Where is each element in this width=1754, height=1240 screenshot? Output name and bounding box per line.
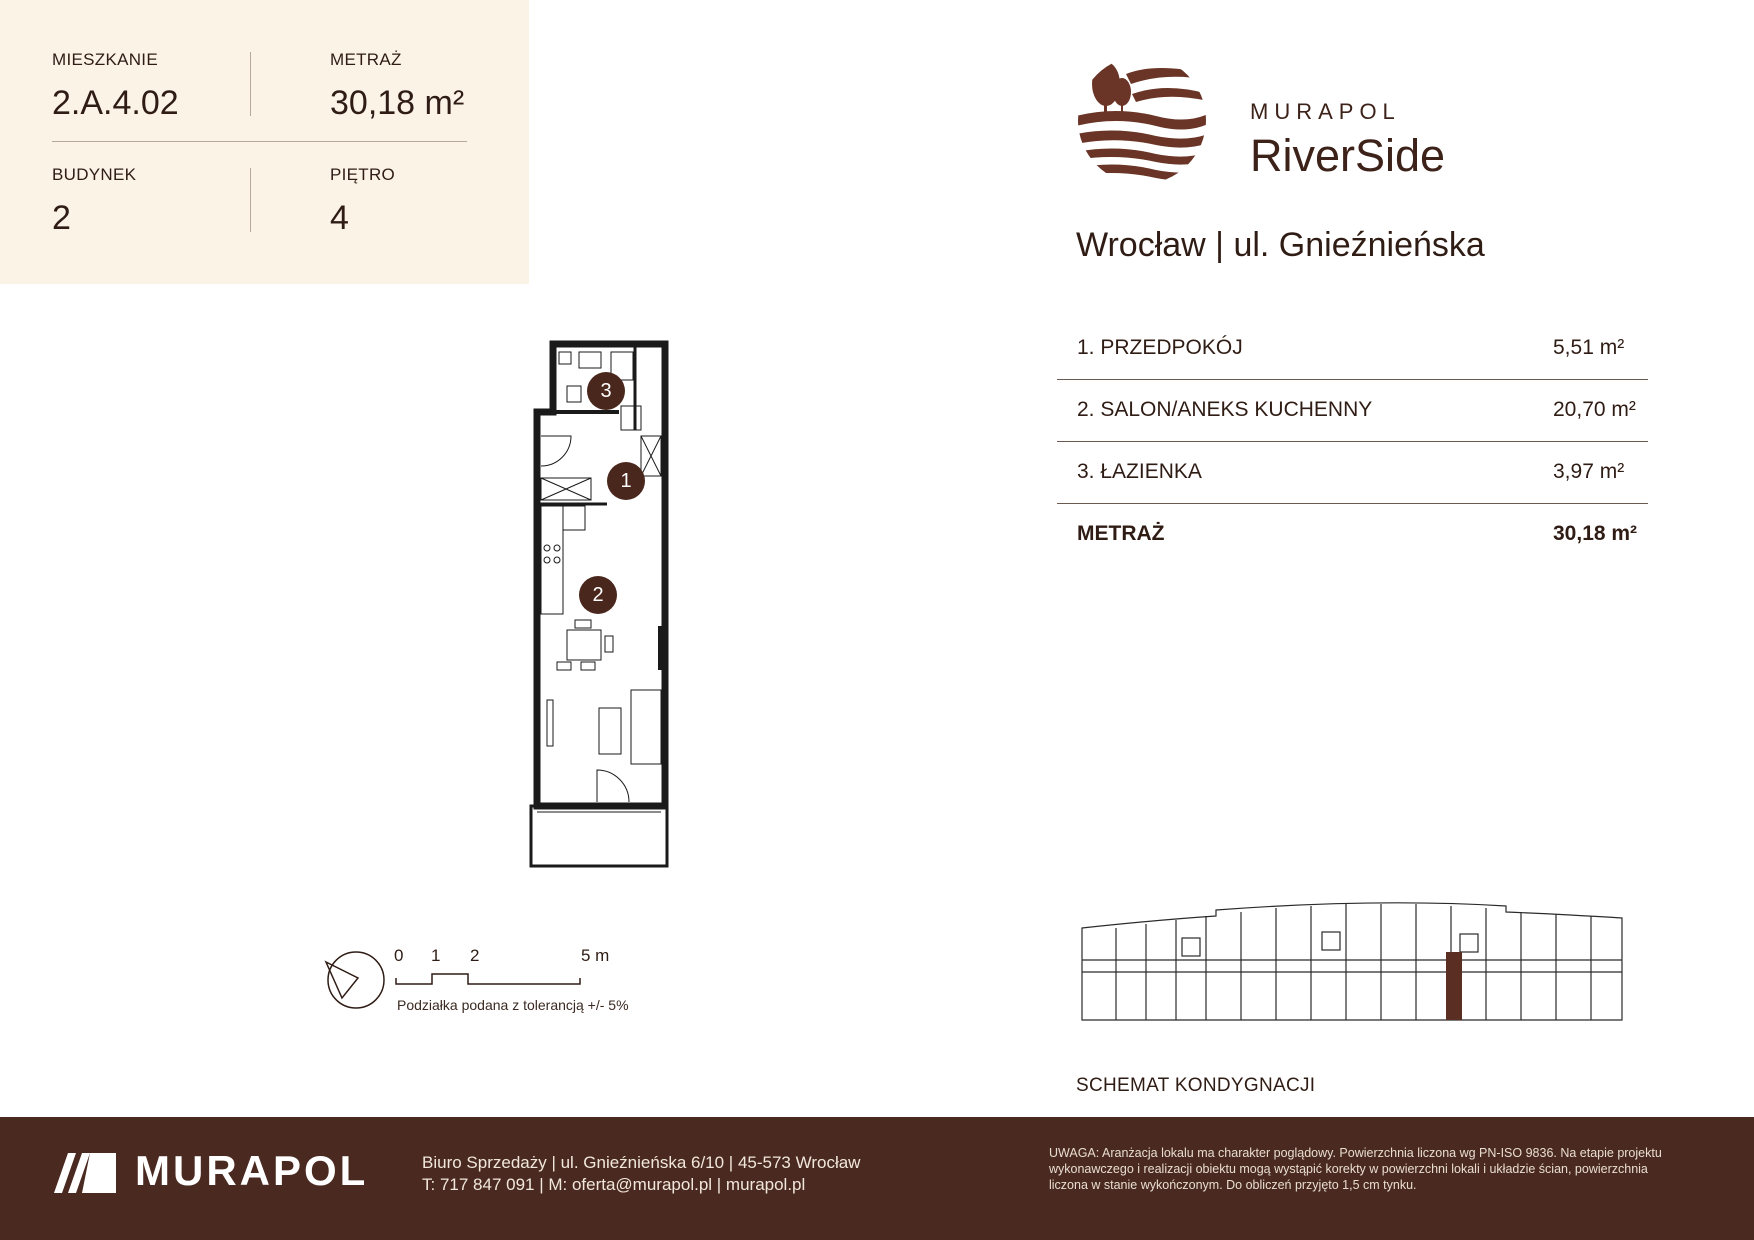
- room-name: 3. ŁAZIENKA: [1077, 460, 1202, 483]
- area-cell: [330, 50, 464, 123]
- floor-label: PIĘTRO: [330, 165, 396, 184]
- building-label: BUDYNEK: [52, 165, 137, 184]
- area-label: METRAŻ: [330, 50, 402, 69]
- footer-disclaimer: UWAGA: Aranżacja lokalu ma charakter poglądowy. Powierzchnia liczona wg PN-ISO 9836. Na etapie projektu wykonawczego i realizacji obiektu mogą wystąpić korekty w powierzchni lokali i układzie ścian, powierzchnia liczona w stanie wykończonym. Do obliczeń przyjęto 1,5 cm tynku.: [1049, 1146, 1662, 1192]
- scale-tick-0: 0: [394, 946, 404, 965]
- room-badge-1: 1: [607, 462, 645, 500]
- footer-logo-text: MURAPOL: [135, 1147, 369, 1194]
- scale-tick-1: 1: [431, 946, 441, 965]
- room-row: [1057, 318, 1648, 380]
- apartment-info-panel: [0, 0, 529, 284]
- total-label: METRAŻ: [1077, 522, 1165, 545]
- total-area: 30,18 m²: [1553, 522, 1638, 545]
- total-row: [1057, 504, 1648, 566]
- room-name: 2. SALON/ANEKS KUCHENNY: [1077, 398, 1373, 421]
- scale-note: Podziałka podana z tolerancją +/- 5%: [397, 997, 629, 1013]
- area-value: 30,18 m²: [330, 84, 465, 122]
- schema-label: SCHEMAT KONDYGNACJI: [1076, 1075, 1316, 1096]
- room-area: 20,70 m²: [1553, 398, 1636, 421]
- footer-contact: [422, 1152, 860, 1196]
- room-area: 3,97 m²: [1553, 460, 1625, 483]
- room-area: 5,51 m²: [1553, 336, 1625, 359]
- room-name: 1. PRZEDPOKÓJ: [1077, 336, 1243, 359]
- room-badge-2: 2: [579, 576, 617, 614]
- floor-schema-drawing: [1076, 890, 1624, 1030]
- building-value: 2: [52, 199, 71, 237]
- contact-line-1: Biuro Sprzedaży | ul. Gnieźnieńska 6/10 | 45-573 Wrocław: [422, 1153, 861, 1172]
- divider: [250, 52, 251, 116]
- rooms-table: [1057, 318, 1648, 566]
- logo-brand-text: MURAPOL: [1250, 99, 1401, 124]
- highlighted-apartment: [1446, 952, 1462, 1020]
- floor-cell: [330, 165, 395, 238]
- riverside-logo-icon: [1076, 54, 1208, 186]
- footer: [0, 1117, 1754, 1240]
- apartment-cell: [52, 50, 179, 123]
- murapol-logo-icon: [54, 1147, 116, 1193]
- room-badge-3: 3: [587, 372, 625, 410]
- contact-line-2: T: 717 847 091 | M: oferta@murapol.pl | murapol.pl: [422, 1175, 806, 1194]
- divider: [250, 168, 251, 232]
- building-cell: [52, 165, 136, 238]
- scale-tick-5: 5 m: [581, 946, 610, 965]
- room-row: [1057, 380, 1648, 442]
- scale-tick-2: 2: [470, 946, 480, 965]
- address: Wrocław | ul. Gnieźnieńska: [1076, 226, 1485, 264]
- apartment-label: MIESZKANIE: [52, 50, 158, 69]
- apartment-value: 2.A.4.02: [52, 84, 179, 122]
- floor-value: 4: [330, 199, 349, 237]
- logo-name-text: RiverSide: [1250, 130, 1446, 181]
- floor-plan: [527, 340, 671, 872]
- room-row: [1057, 442, 1648, 504]
- divider: [52, 141, 467, 142]
